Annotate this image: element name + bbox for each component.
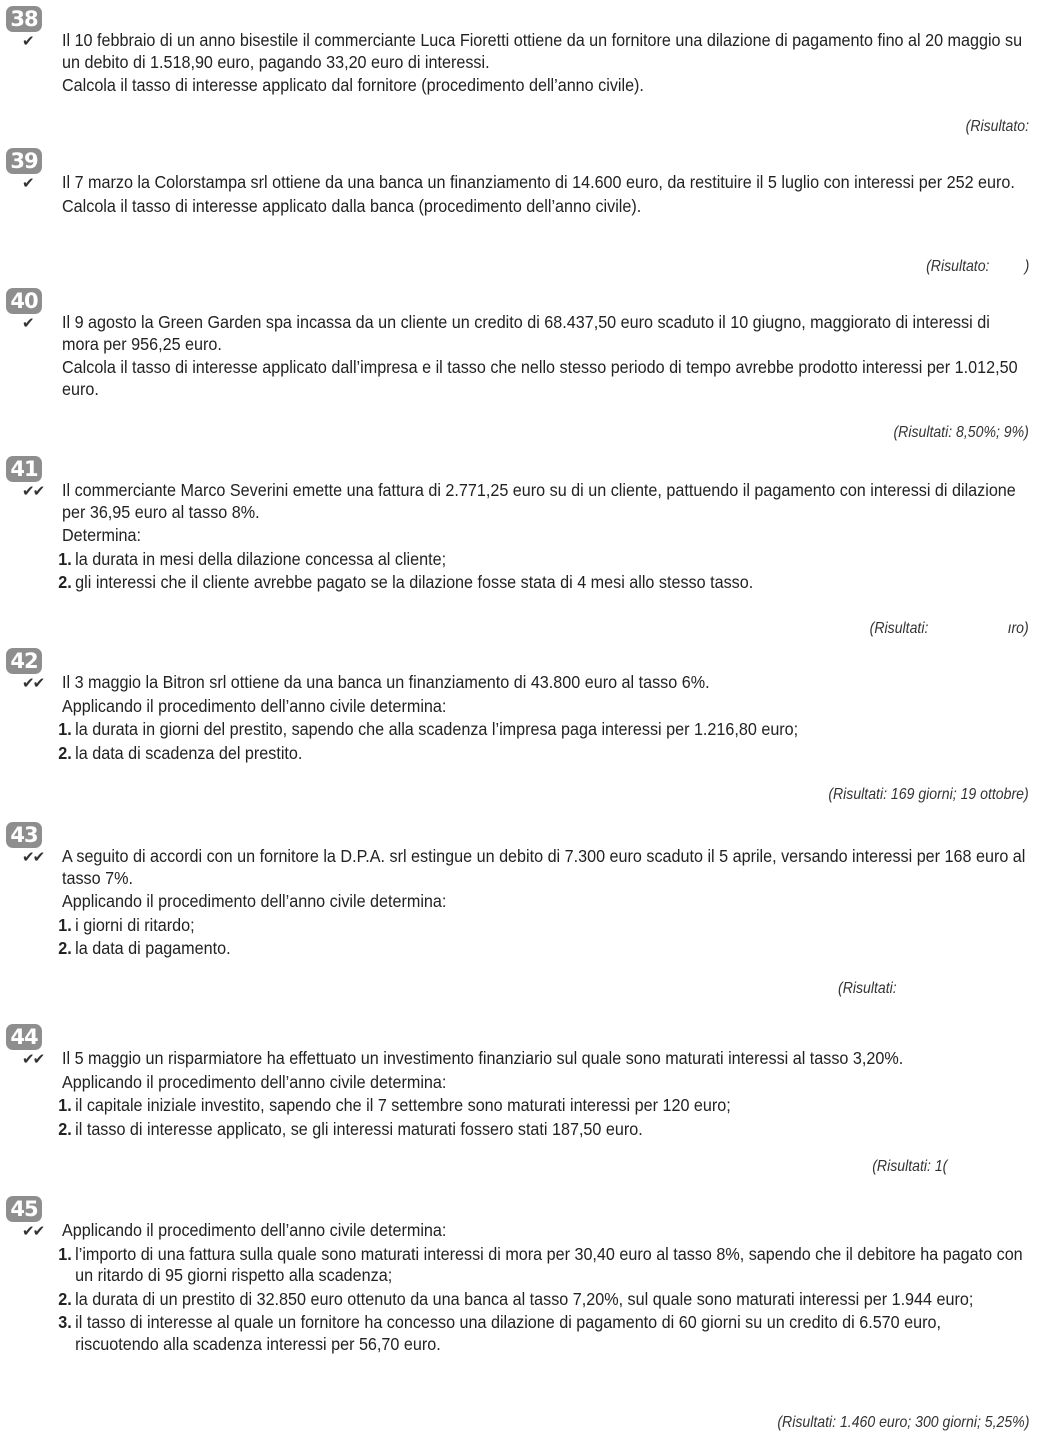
exercise-number-badge: 43 xyxy=(6,822,42,848)
exercise-result: (Risultato: ) xyxy=(925,258,1029,275)
exercise-number-badge: 41 xyxy=(6,456,42,482)
list-item: 1. i giorni di ritardo; xyxy=(58,914,195,935)
difficulty-check-icon: ✔✔ xyxy=(22,1050,44,1068)
exercise-paragraph: Il 3 maggio la Bitron srl ottiene da una banca un finanziamento di 43.800 euro al tasso 6%. xyxy=(62,672,710,692)
exercise-paragraph: Il 5 maggio un risparmiatore ha effettuato un investimento finanziario sul quale sono maturati interessi al tasso 3,20%. xyxy=(62,1048,904,1068)
exercise-paragraph: Il 9 agosto la Green Garden spa incassa da un cliente un credito di 68.437,50 euro scaduto il 10 giugno, maggiorato di interessi di mora per 956,25 euro. xyxy=(62,312,990,354)
list-item: 1. la durata in giorni del prestito, sapendo che alla scadenza l’impresa paga interessi per 1.216,80 euro; xyxy=(58,719,799,739)
exercise-number-badge: 44 xyxy=(6,1024,42,1050)
exercise-result: (Risultati: xyxy=(838,980,897,997)
exercise-paragraph: Applicando il procedimento dell’anno civile determina: xyxy=(62,1071,447,1092)
exercise-number-badge: 42 xyxy=(6,648,42,674)
exercise-number-badge: 38 xyxy=(6,6,42,32)
exercise-number-badge: 45 xyxy=(6,1196,42,1222)
exercise-text xyxy=(62,312,1026,400)
exercise-paragraph: Determina: xyxy=(62,525,142,545)
list-item: 2. gli interessi che il cliente avrebbe pagato se la dilazione fosse stata di 4 mesi allo stesso tasso. xyxy=(58,572,754,592)
exercise-paragraph: Applicando il procedimento dell’anno civile determina: xyxy=(62,1220,447,1240)
difficulty-check-icon: ✔✔ xyxy=(22,674,44,692)
exercise-paragraph: Calcola il tasso di interesse applicato dalla banca (procedimento dell’anno civile). xyxy=(62,195,642,216)
exercise-result: (Risultati: 1( xyxy=(871,1158,947,1175)
exercise-result: (Risultati: 8,50%; 9%) xyxy=(893,424,1029,441)
exercise-paragraph: Applicando il procedimento dell’anno civile determina: xyxy=(62,891,447,911)
exercise-text xyxy=(62,172,1026,217)
exercise-paragraph: Il 7 marzo la Colorstampa srl ottiene da una banca un finanziamento di 14.600 euro, da restituire il 5 luglio con interessi per 252 euro. xyxy=(62,172,1015,192)
difficulty-check-icon: ✔✔ xyxy=(22,1222,44,1240)
exercise-paragraph: A seguito di accordi con un fornitore la D.P.A. srl estingue un debito di 7.300 euro scaduto il 5 aprile, versando interessi per 168 euro al tasso 7%. xyxy=(62,846,1026,888)
difficulty-check-icon: ✔✔ xyxy=(22,848,44,866)
exercise-paragraph: Calcola il tasso di interesse applicato dal fornitore (procedimento dell’anno civile). xyxy=(62,75,644,95)
exercise-number-badge: 40 xyxy=(6,288,42,314)
list-item: 2. la data di scadenza del prestito. xyxy=(58,742,303,763)
exercise-text xyxy=(58,672,1026,764)
difficulty-check-icon: ✔ xyxy=(22,32,33,50)
exercise-text xyxy=(62,30,1026,97)
list-item: 2. il tasso di interesse applicato, se gli interessi maturati fossero stati 187,50 euro. xyxy=(58,1118,643,1139)
exercise-result: (Risultato: xyxy=(965,118,1029,135)
exercise-number-badge: 39 xyxy=(6,148,42,174)
exercise-result: (Risultati: 169 giorni; 19 ottobre) xyxy=(828,786,1029,803)
list-item: 2. la durata di un prestito di 32.850 euro ottenuto da una banca al tasso 7,20%, sul quale sono maturati interessi per 1.944 euro; xyxy=(58,1288,974,1309)
exercise-text xyxy=(58,1220,1026,1355)
exercise-paragraph: Il commerciante Marco Severini emette una fattura di 2.771,25 euro su di un cliente, pattuendo il pagamento con interessi di dilazione per 36,95 euro al tasso 8%. xyxy=(62,480,1016,522)
exercise-text xyxy=(58,846,1026,960)
exercise-text xyxy=(58,480,1026,594)
exercise-text xyxy=(58,1048,1026,1140)
exercise-paragraph: Applicando il procedimento dell’anno civile determina: xyxy=(62,695,447,716)
difficulty-check-icon: ✔✔ xyxy=(22,482,44,500)
list-item: 2. la data di pagamento. xyxy=(58,938,231,958)
list-item: 1. la durata in mesi della dilazione concessa al cliente; xyxy=(58,548,447,569)
difficulty-check-icon: ✔ xyxy=(22,174,33,192)
exercise-result: (Risultati: 1.460 euro; 300 giorni; 5,25%) xyxy=(776,1414,1029,1431)
exercise-result: (Risultati: ıro) xyxy=(869,620,1029,637)
difficulty-check-icon: ✔ xyxy=(22,314,33,332)
exercise-paragraph: Calcola il tasso di interesse applicato dall’impresa e il tasso che nello stesso periodo di tempo avrebbe prodotto interessi per 1.012,50 euro. xyxy=(62,357,1018,399)
list-item: 3. il tasso di interesse al quale un fornitore ha concesso una dilazione di pagamento di 60 giorni su un credito di 6.570 euro, riscuotendo alla scadenza interessi per 56,70 euro. xyxy=(58,1312,941,1354)
list-item: 1. il capitale iniziale investito, sapendo che il 7 settembre sono maturati interessi per 120 euro; xyxy=(58,1095,731,1115)
exercise-paragraph: Il 10 febbraio di un anno bisestile il commerciante Luca Fioretti ottiene da un fornitore una dilazione di pagamento fino al 20 maggio su un debito di 1.518,90 euro, pagando 33,20 euro di interessi. xyxy=(62,30,1023,72)
list-item: 1. l’importo di una fattura sulla quale sono maturati interessi di mora per 30,40 euro al tasso 8%, sapendo che il debitore ha pagato con un ritardo di 95 giorni rispetto alla scadenza; xyxy=(58,1243,1023,1285)
